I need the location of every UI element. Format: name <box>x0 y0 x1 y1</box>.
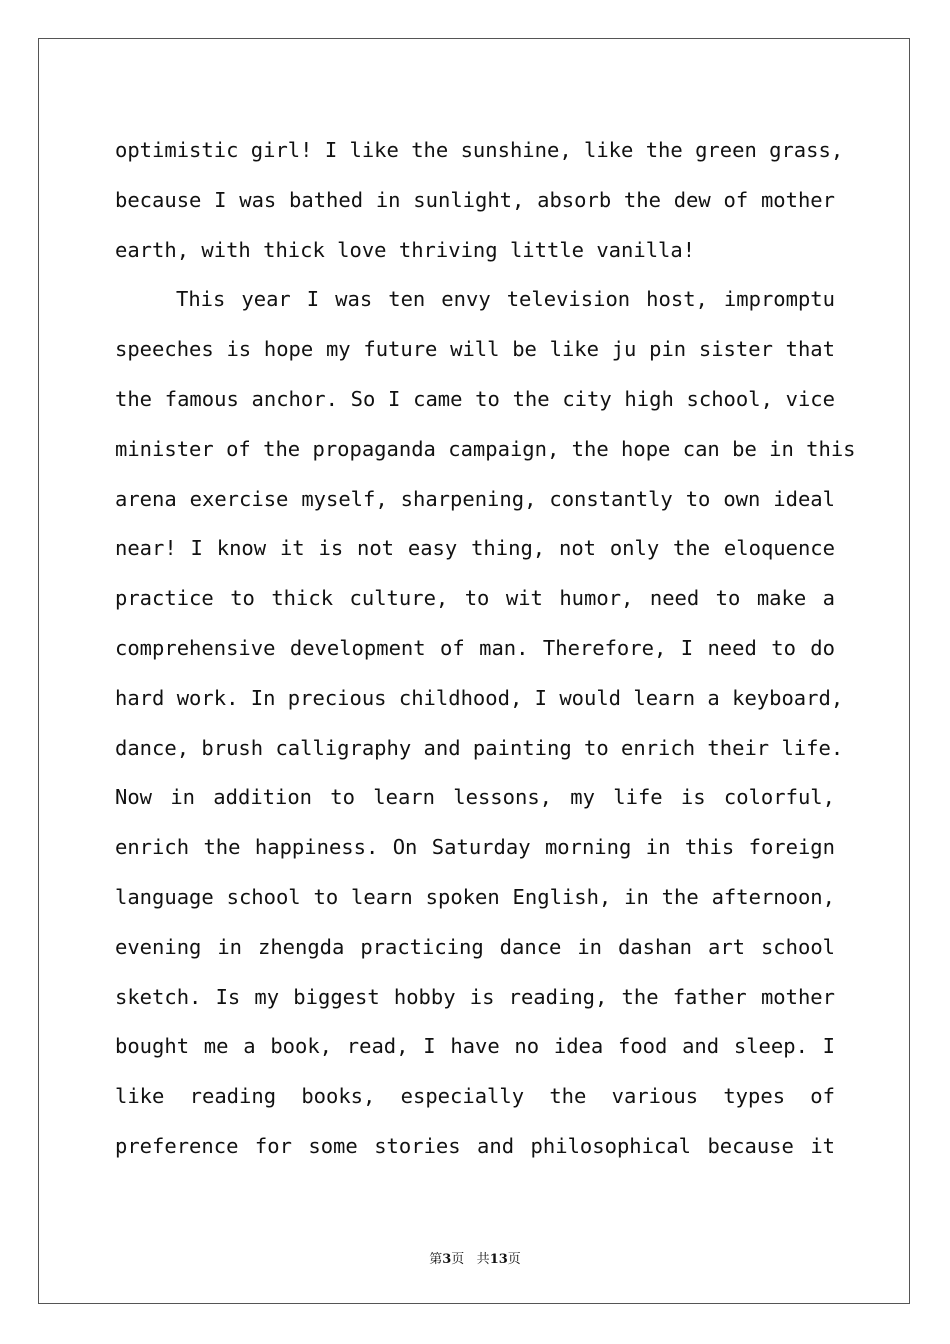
text-line: comprehensive development of man. Therefore, I need to do <box>115 635 835 660</box>
text-line: practice to thick culture, to wit humor, need to make a <box>115 586 835 611</box>
total-suffix: 页 <box>507 1252 521 1267</box>
text-line: dance, brush calligraphy and painting to enrich their life. <box>115 735 844 760</box>
page-prefix: 第 <box>429 1252 443 1267</box>
text-line: enrich the happiness. On Saturday morning in this foreign <box>115 835 835 860</box>
text-line: near! I know it is not easy thing, not only the eloquence <box>115 536 835 561</box>
text-line: arena exercise myself, sharpening, constantly to own ideal <box>115 486 835 511</box>
page-number: 3 <box>442 1252 452 1267</box>
text-line: the famous anchor. So I came to the city high school, vice <box>115 386 835 411</box>
text-line: bought me a book, read, I have no idea food and sleep. I <box>115 1034 835 1059</box>
total-pages: 13 <box>489 1252 508 1267</box>
document-body <box>115 126 856 1172</box>
text-line: This year I was ten envy television host, impromptu <box>176 287 835 312</box>
text-line: speeches is hope my future will be like ju pin sister that <box>115 337 835 362</box>
text-line: evening in zhengda practicing dance in dashan art school <box>115 934 835 959</box>
text-line: because I was bathed in sunlight, absorb the dew of mother <box>115 187 835 212</box>
total-prefix: 共 <box>476 1252 490 1267</box>
text-line: Now in addition to learn lessons, my life is colorful, <box>115 785 835 810</box>
text-line: like reading books, especially the various types of <box>115 1084 835 1109</box>
text-line: optimistic girl! I like the sunshine, like the green grass, <box>115 138 844 162</box>
page-footer <box>0 1248 950 1267</box>
text-line: minister of the propaganda campaign, the hope can be in this <box>115 436 856 461</box>
text-line: sketch. Is my biggest hobby is reading, the father mother <box>115 984 835 1009</box>
text-line: hard work. In precious childhood, I would learn a keyboard, <box>115 685 844 710</box>
text-line: preference for some stories and philosophical because it <box>115 1133 835 1158</box>
text-line: language school to learn spoken English, in the afternoon, <box>115 884 835 909</box>
text-line: earth, with thick love thriving little vanilla! <box>115 237 696 262</box>
page-suffix: 页 <box>451 1252 465 1267</box>
